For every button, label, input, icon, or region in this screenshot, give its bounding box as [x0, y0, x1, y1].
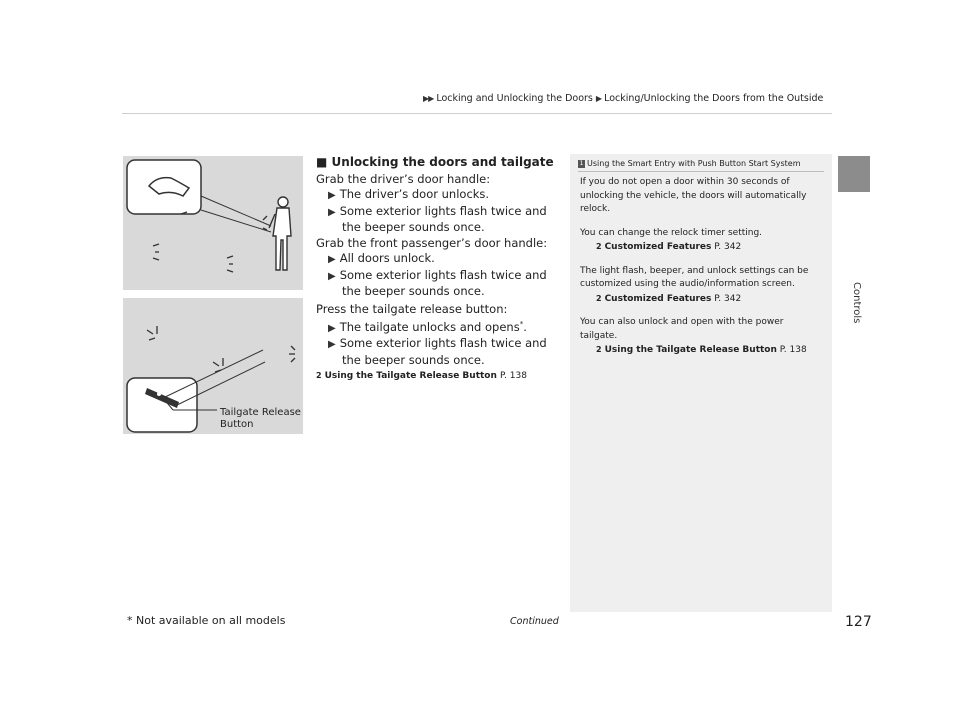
continued-label: Continued	[510, 616, 559, 627]
triangle-bullet-icon: ▶	[328, 339, 336, 351]
triangle-bullet-icon: ▶	[328, 270, 336, 282]
triangle-bullet-icon: ▶	[328, 190, 336, 201]
tailgate-intro: Press the tailgate release button:	[316, 301, 508, 316]
reference-arrow-icon: 2	[316, 371, 322, 381]
section-heading: ■ Unlocking the doors and tailgate	[316, 155, 554, 169]
header-divider	[122, 113, 832, 114]
note-ref-tailgate[interactable]: 2 Using the Tailgate Release Button P. 138	[596, 345, 807, 355]
notes-body	[580, 176, 820, 358]
xref-tailgate-link[interactable]: 2 Using the Tailgate Release Button P. 138	[316, 371, 527, 382]
note-marker-icon: 1	[579, 159, 584, 167]
tailgate-step-2: ▶ Some exterior lights flash twice and the beeper sounds once.	[328, 336, 547, 367]
reference-arrow-icon: 2	[596, 293, 602, 303]
double-arrow-icon: ▶▶	[423, 94, 434, 103]
footnote: * Not available on all models	[127, 614, 286, 627]
passenger-step-1: ▶ All doors unlock.	[328, 251, 435, 265]
passenger-step-2: ▶ Some exterior lights flash twice and the beeper sounds once.	[328, 267, 547, 298]
note-paragraph-3: The light flash, beeper, and unlock settings can be customized using the audio/information screen.	[580, 265, 809, 289]
tailgate-step-1: ▶ The tailgate unlocks and opens*.	[328, 319, 527, 334]
section-tab-marker	[838, 156, 870, 192]
triangle-bullet-icon: ▶	[328, 206, 336, 218]
driver-step-2: ▶ Some exterior lights flash twice and the beeper sounds once.	[328, 203, 547, 234]
tailgate-release-callout: Tailgate Release Button	[220, 407, 301, 430]
note-paragraph-1: If you do not open a door within 30 seconds of unlocking the vehicle, the doors will automatically relock.	[580, 177, 807, 214]
reference-arrow-icon: 2	[596, 345, 602, 354]
arrow-icon: ▶	[595, 94, 602, 103]
driver-step-1: ▶ The driver’s door unlocks.	[328, 187, 490, 201]
note-ref-customized-1[interactable]: 2 Customized Features P. 342	[596, 242, 742, 252]
note-paragraph-4: You can also unlock and open with the power tailgate.	[580, 317, 784, 341]
triangle-bullet-icon: ▶	[328, 254, 336, 265]
notes-divider	[578, 171, 824, 172]
driver-intro: Grab the driver’s door handle:	[316, 171, 491, 186]
door-handle-drawing	[123, 156, 303, 290]
notes-title: 1 Using the Smart Entry with Push Button Start System	[579, 159, 801, 168]
breadcrumb-part2[interactable]: Locking/Unlocking the Doors from the Outside	[604, 93, 824, 104]
reference-arrow-icon: 2	[596, 242, 602, 251]
breadcrumb-part1[interactable]: Locking and Unlocking the Doors	[436, 93, 593, 104]
note-paragraph-2: You can change the relock timer setting.	[580, 227, 763, 238]
notes-panel	[570, 154, 832, 612]
page-number: 127	[845, 614, 872, 630]
square-bullet-icon: ■	[316, 155, 328, 169]
breadcrumb	[423, 93, 823, 104]
main-instructions	[316, 155, 556, 385]
passenger-intro: Grab the front passenger’s door handle:	[316, 235, 548, 250]
note-ref-customized-2[interactable]: 2 Customized Features P. 342	[596, 293, 742, 304]
section-label: Controls	[851, 282, 862, 324]
triangle-bullet-icon: ▶	[328, 322, 336, 334]
door-handle-illustration	[123, 156, 303, 290]
